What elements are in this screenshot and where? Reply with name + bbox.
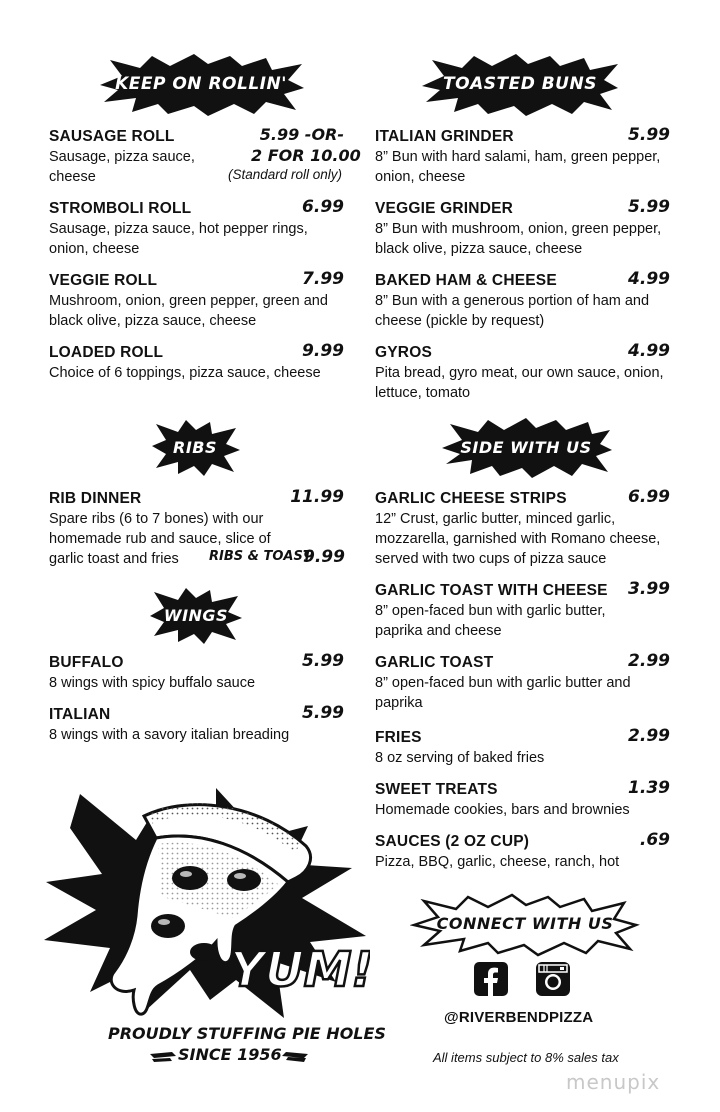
section-title: SIDE WITH US	[460, 438, 592, 457]
item-price: 5.99	[302, 651, 344, 671]
item-description: Sausage, pizza sauce, cheese	[49, 149, 195, 185]
item-name: SWEET TREATS	[375, 781, 498, 798]
menu-item-gyros	[375, 341, 670, 403]
item-name: FRIES	[375, 729, 422, 746]
item-price: 5.99	[628, 125, 670, 145]
tagline-line-2: SINCE 1956	[178, 1045, 282, 1064]
menu-item-stromboli-roll	[49, 197, 344, 259]
item-name: GARLIC CHEESE STRIPS	[375, 490, 567, 507]
item-name: GARLIC TOAST WITH CHEESE	[375, 582, 608, 599]
item-description: 12” Crust, garlic butter, minced garlic, mozzarella, garnished with Romano cheese, served with two cups of pizza sauce	[375, 511, 661, 567]
item-note: (Standard roll only)	[228, 167, 343, 182]
item-name: ITALIAN GRINDER	[375, 128, 514, 145]
social-handle[interactable]: @RIVERBENDPIZZA	[444, 1009, 594, 1026]
connect-banner	[410, 893, 640, 957]
item-price: 2.99	[628, 726, 670, 746]
pizza-illustration	[40, 786, 370, 1026]
item-description: Homemade cookies, bars and brownies	[375, 802, 630, 818]
menu-item-loaded-roll	[49, 341, 344, 383]
item-name: RIB DINNER	[49, 490, 142, 507]
section-header-toasted-buns	[420, 54, 620, 116]
menu-item-fries	[375, 726, 670, 768]
item-description: Mushroom, onion, green pepper, green and black olive, pizza sauce, cheese	[49, 293, 328, 329]
menu-item-italian-grinder	[375, 125, 670, 187]
menu-item-garlic-cheese-strips	[375, 487, 670, 569]
facebook-icon[interactable]	[474, 962, 508, 996]
pizza-slice-icon	[40, 786, 370, 1026]
speed-lines-left-icon	[150, 1050, 176, 1062]
menu-item-veggie-roll	[49, 269, 344, 331]
item-description: Spare ribs (6 to 7 bones) with our homemade rub and sauce, slice of garlic toast and fries	[49, 511, 271, 567]
item-name: LOADED ROLL	[49, 344, 164, 361]
tagline-line-1: PROUDLY STUFFING PIE HOLES	[108, 1024, 386, 1043]
section-header-side-with-us	[440, 418, 612, 478]
combo-label: RIBS & TOAST	[209, 549, 312, 564]
item-description: 8 wings with a savory italian breading	[49, 727, 290, 743]
section-title: WINGS	[163, 606, 229, 625]
instagram-link[interactable]	[536, 962, 570, 996]
item-name: ITALIAN	[49, 706, 111, 723]
item-price: 6.99	[302, 197, 344, 217]
menu-item-buffalo	[49, 651, 344, 693]
item-description: Pita bread, gyro meat, our own sauce, onion, lettuce, tomato	[375, 365, 664, 401]
item-name: GYROS	[375, 344, 432, 361]
item-name: STROMBOLI ROLL	[49, 200, 192, 217]
item-description: 8 wings with spicy buffalo sauce	[49, 675, 256, 691]
menu-item-baked-ham-cheese	[375, 269, 670, 331]
watermark: menupix	[566, 1070, 661, 1094]
item-price: 11.99	[290, 487, 344, 507]
section-header-wings	[148, 588, 244, 644]
item-name: VEGGIE GRINDER	[375, 200, 514, 217]
section-header-keep-on-rollin	[96, 54, 306, 116]
menu-item-garlic-toast	[375, 651, 670, 713]
instagram-icon[interactable]	[536, 962, 570, 996]
item-description: 8 oz serving of baked fries	[375, 750, 545, 766]
item-name: SAUSAGE ROLL	[49, 128, 175, 145]
item-price: 9.99	[302, 341, 344, 361]
item-name: VEGGIE ROLL	[49, 272, 158, 289]
menu-item-garlic-toast-with-cheese	[375, 579, 670, 641]
item-price: 1.39	[628, 778, 670, 798]
item-price: 5.99	[302, 703, 344, 723]
section-title: RIBS	[173, 438, 217, 457]
item-name: SAUCES (2 OZ CUP)	[375, 833, 530, 850]
item-price-alt: 2 FOR 10.00	[251, 146, 361, 165]
item-description: 8” Bun with a generous portion of ham and cheese (pickle by request)	[375, 293, 650, 329]
item-price: 3.99	[628, 579, 670, 599]
section-title: TOASTED BUNS	[443, 74, 597, 94]
menu-item-sauces	[375, 830, 670, 872]
combo-price: 9.99	[303, 547, 345, 567]
item-name: GARLIC TOAST	[375, 654, 494, 671]
item-description: Pizza, BBQ, garlic, cheese, ranch, hot	[375, 854, 620, 870]
section-header-ribs	[150, 420, 240, 476]
item-price: 6.99	[628, 487, 670, 507]
menu-item-italian-wings	[49, 703, 344, 745]
menu-item-sweet-treats	[375, 778, 670, 820]
item-price: .69	[639, 830, 670, 850]
item-name: BAKED HAM & CHEESE	[375, 272, 557, 289]
yum-text: YUM!	[230, 942, 370, 998]
item-description: Choice of 6 toppings, pizza sauce, cheese	[49, 365, 321, 381]
item-description: 8” open-faced bun with garlic butter and paprika	[375, 675, 631, 711]
item-price: 4.99	[628, 269, 670, 289]
section-title: KEEP ON ROLLIN'	[115, 74, 287, 94]
facebook-link[interactable]	[474, 962, 508, 996]
item-description: 8” Bun with hard salami, ham, green pepper, onion, cheese	[375, 149, 661, 185]
speed-lines-right-icon	[282, 1050, 308, 1062]
item-price: 2.99	[628, 651, 670, 671]
item-description: Sausage, pizza sauce, hot pepper rings, onion, cheese	[49, 221, 308, 257]
item-name: BUFFALO	[49, 654, 124, 671]
item-description: 8” open-faced bun with garlic butter, paprika and cheese	[375, 603, 606, 639]
item-price: 7.99	[302, 269, 344, 289]
item-description: 8” Bun with mushroom, onion, green pepper, black olive, pizza sauce, cheese	[375, 221, 662, 257]
menu-item-veggie-grinder	[375, 197, 670, 259]
connect-title: CONNECT WITH US	[436, 914, 614, 933]
item-price: 5.99	[628, 197, 670, 217]
tagline-line-2-wrap	[150, 1045, 310, 1067]
tax-note: All items subject to 8% sales tax	[433, 1050, 619, 1065]
item-price: 5.99 -OR-	[259, 125, 344, 144]
item-price: 4.99	[628, 341, 670, 361]
